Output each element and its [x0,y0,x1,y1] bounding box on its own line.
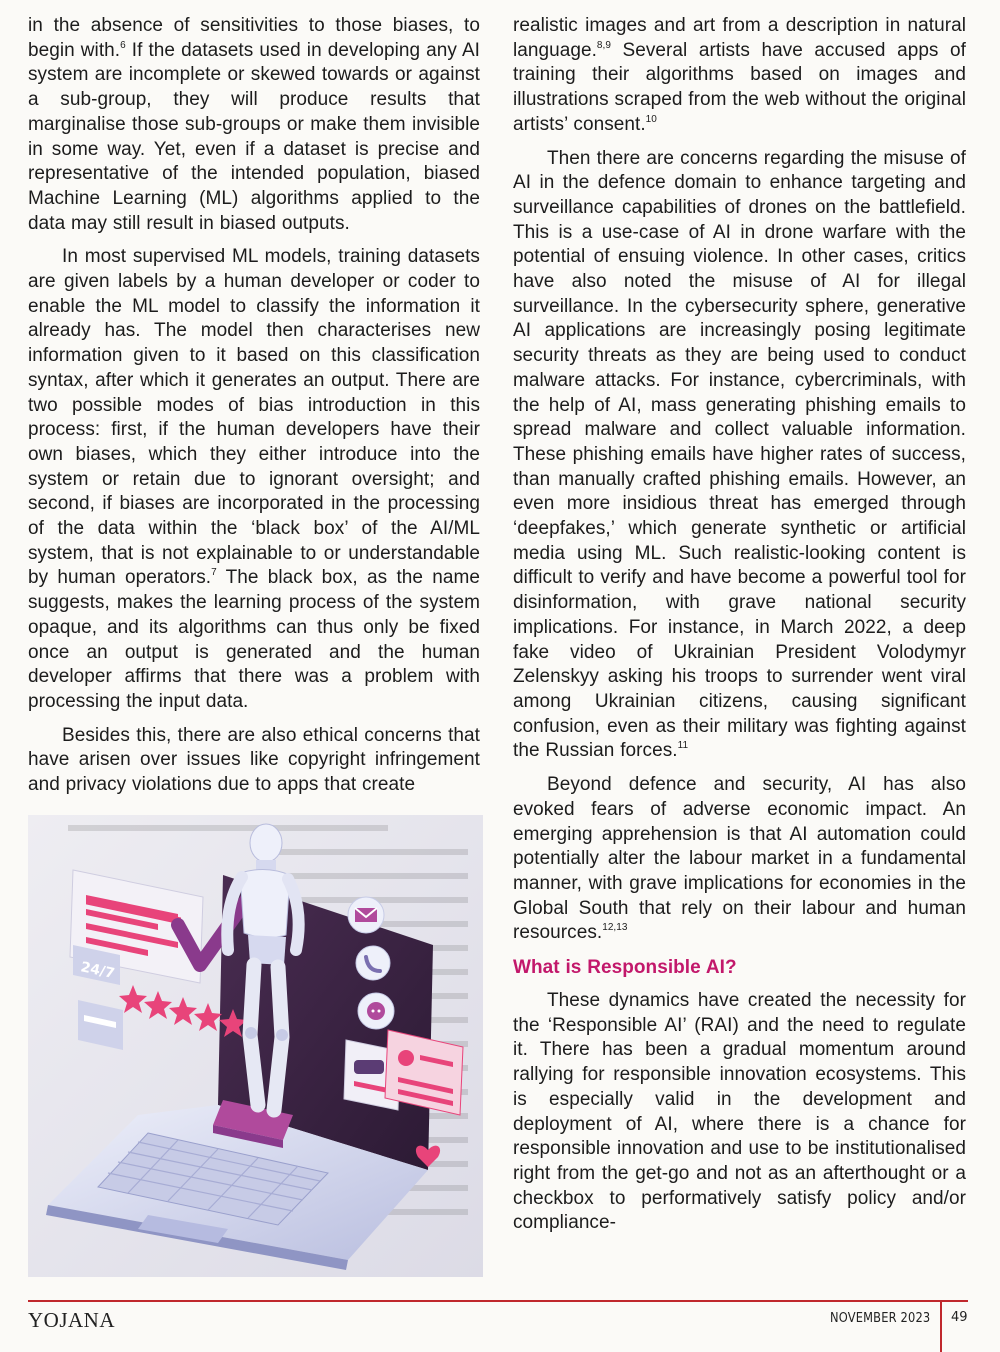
footnote-ref: 6 [120,39,126,51]
footnote-ref: 10 [645,113,657,125]
section-heading: What is Responsible AI? [513,957,737,979]
magazine-brand: YOJANA [28,1308,115,1332]
phone-icon [356,946,390,980]
paragraph: Beyond defence and security, AI has also evoked fears of adverse economic impact. An emerging apprehension is that AI automation could potentially alter the labour market in a fundamental manner, with grave implications for economies in the Global South that rely on their labour and human resources.$^{12,13}$ [513,774,966,944]
paragraph: In most supervised ML models, training datasets are given labels by a human developer or coder to enable the ML model to classify the information it already has. The model then characterises new information given to it based on this classification syntax, after which it generates an output. There are two possible modes of bias introduction in this process: first, if the human developers have their own biases, which they either introduce into the system or retain due to ignorant oversight; and second, if biases are incorporated in the processing of the data within the ‘black box’ of the AI/ML system, that is not explainable to or understandable by human operators.$^7$ The black box, as the name suggests, makes the learning process of the system opaque, and its algorithms can thus only be fixed once an output is generated and the human developer affirms that there was a problem with processing the input data. [28,246,481,712]
ai-illustration [28,815,483,1277]
paragraph: realistic images and art from a description in natural language.$^{8,9}$ Several artists have accused apps of training their algorithms based on images and illustrations scraped from the web without the original artists’ consent.$^{10}$ [513,15,966,135]
footnote-ref: 12,13 [602,922,628,934]
footer-divider [28,1300,968,1302]
paragraph: Besides this, there are also ethical concerns that have arisen over issues like copyright infringement and privacy violations due to apps that create [28,724,480,796]
issue-date: NOVEMBER 2023 [830,1311,931,1326]
footer-vertical-divider [940,1300,942,1352]
right-column [513,14,966,1245]
footnote-ref: 11 [677,740,689,752]
left-column [28,14,480,807]
envelope-icon [348,897,384,933]
paragraph: These dynamics have created the necessity for the ‘Responsible AI’ (RAI) and the need to regulate it. There has been a gradual momentum around rallying for responsible innovation ecosystems. This is especially valid in the development and deployment of AI, where there is a chance for responsible innovation and use to be institutionalised right from the get-go and not as an afterthought or a checkbox to performatively satisfy policy and/or compliance- [513,990,966,1234]
footnote-ref: 8,9 [596,39,611,51]
paragraph: Then there are concerns regarding the misuse of AI in the defence domain to enhance targeting and surveillance capabilities of drones on the battlefield. This is a use-case of AI in drone warfare with the potential of ensuing violence. In other cases, critics have also noted the misuse of AI for illegal surveillance. In the cybersecurity sphere, generative AI applications are increasingly posing legitimate security threats as they are being used to conduct malware attacks. For instance, cybercriminals, with the help of AI, mass generating phishing emails to spread malware and collect valuable information. These phishing emails have higher rates of success, than manually crafted phishing emails. However, an even more insidious threat has emerged through ‘deepfakes,’ which generate synthetic or artificial media using ML. Such realistic-looking content is difficult to verify and have become a powerful tool for disinformation, with grave national security implications. For instance, in March 2022, a deep fake video of Ukrainian President Volodymyr Zelenskyy asking his troops to surrender went viral among Ukrainian citizens, causing significant confusion, even as their military was fighting against the Russian forces.$^{11}$ [513,147,966,762]
paragraph: in the absence of sensitivities to those biases, to begin with.$^6$ If the datasets used in developing any AI system are incomplete or skewed towards or against a sub-group, they will produce results that marginalise those sub-groups or make them invisible in some way. Yet, even if a dataset is precise and representative of the intended population, biased Machine Learning (ML) algorithms applied to the data may still result in biased outputs. [28,15,481,234]
illustration-svg [28,815,483,1277]
svg-text:24/7: 24/7 [79,959,117,983]
chat-bubble-icon [358,993,394,1029]
footnote-ref: 7 [211,567,217,579]
page-number: 49 [951,1310,968,1325]
